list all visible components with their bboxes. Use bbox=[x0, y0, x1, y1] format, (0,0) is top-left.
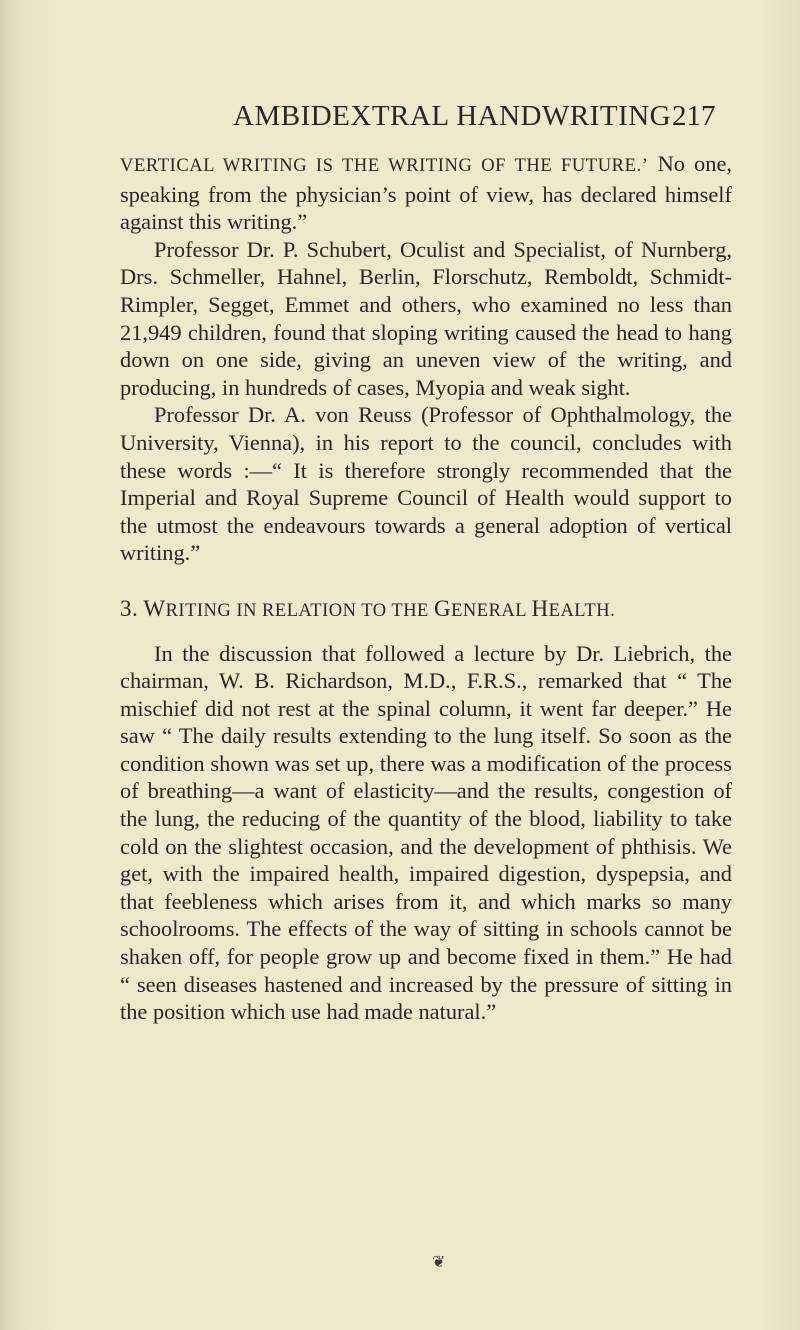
running-title: AMBIDEXTRAL HANDWRITING bbox=[233, 100, 672, 132]
paragraph-1-lead: VERTICAL WRITING IS THE WRITING OF THE FUTURE.’ bbox=[120, 156, 649, 176]
printer-mark: ❦ bbox=[432, 1254, 446, 1271]
paragraph-2: Professor Dr. P. Schubert, Oculist and Specialist, of Nurnberg, Drs. Schmeller, Hahnel, Berlin, Florschutz, Remboldt, Schmidt-Rimpler, Segget, Emmet and others, who examined no less than 21,949 children, found that sloping writing caused the head to hang down on one side, giving an uneven view of the writing, and producing, in hundreds of cases, Myopia and weak sight. bbox=[120, 236, 732, 400]
running-head bbox=[0, 100, 800, 140]
page-number: 217 bbox=[672, 100, 716, 132]
paragraph-1-rest: No one, speaking from the physician’s point of view, has declared himself against this writing.” bbox=[120, 151, 732, 235]
body-text bbox=[120, 150, 732, 1026]
section-number: 3. bbox=[120, 595, 139, 621]
paragraph-3: Professor Dr. A. von Reuss (Professor of Ophthalmology, the University, Vienna), in his report to the council, concludes with these words :—“ It is therefore strongly recommended that the Imperial and Royal Supreme Council of Health would support to the utmost the endeavours towards a general adoption of vertical writing.” bbox=[120, 402, 732, 566]
section-heading: 3. WRITING IN RELATION TO THE GENERAL HEALTH. bbox=[120, 595, 616, 621]
paragraph-4: In the discussion that followed a lecture by Dr. Liebrich, the chairman, W. B. Richardson, M.D., F.R.S., remarked that “ The mischief did not rest at the spinal column, it went far deeper.” He saw “ The daily results extending to the lung itself. So soon as the condition shown was set up, there was a modification of the process of breathing—a want of elasticity—and the results, congestion of the lung, the reducing of the quantity of the blood, liability to take cold on the slightest occasion, and the development of phthisis. We get, with the impaired health, impaired digestion, dyspepsia, and that feebleness which arises from it, and which marks so many schoolrooms. The effects of the way of sitting in schools cannot be shaken off, for people grow up and become fixed in them.” He had “ seen diseases hastened and increased by the pressure of sitting in the position which use had made natural.” bbox=[120, 640, 732, 1025]
paragraph-1 bbox=[120, 150, 732, 236]
